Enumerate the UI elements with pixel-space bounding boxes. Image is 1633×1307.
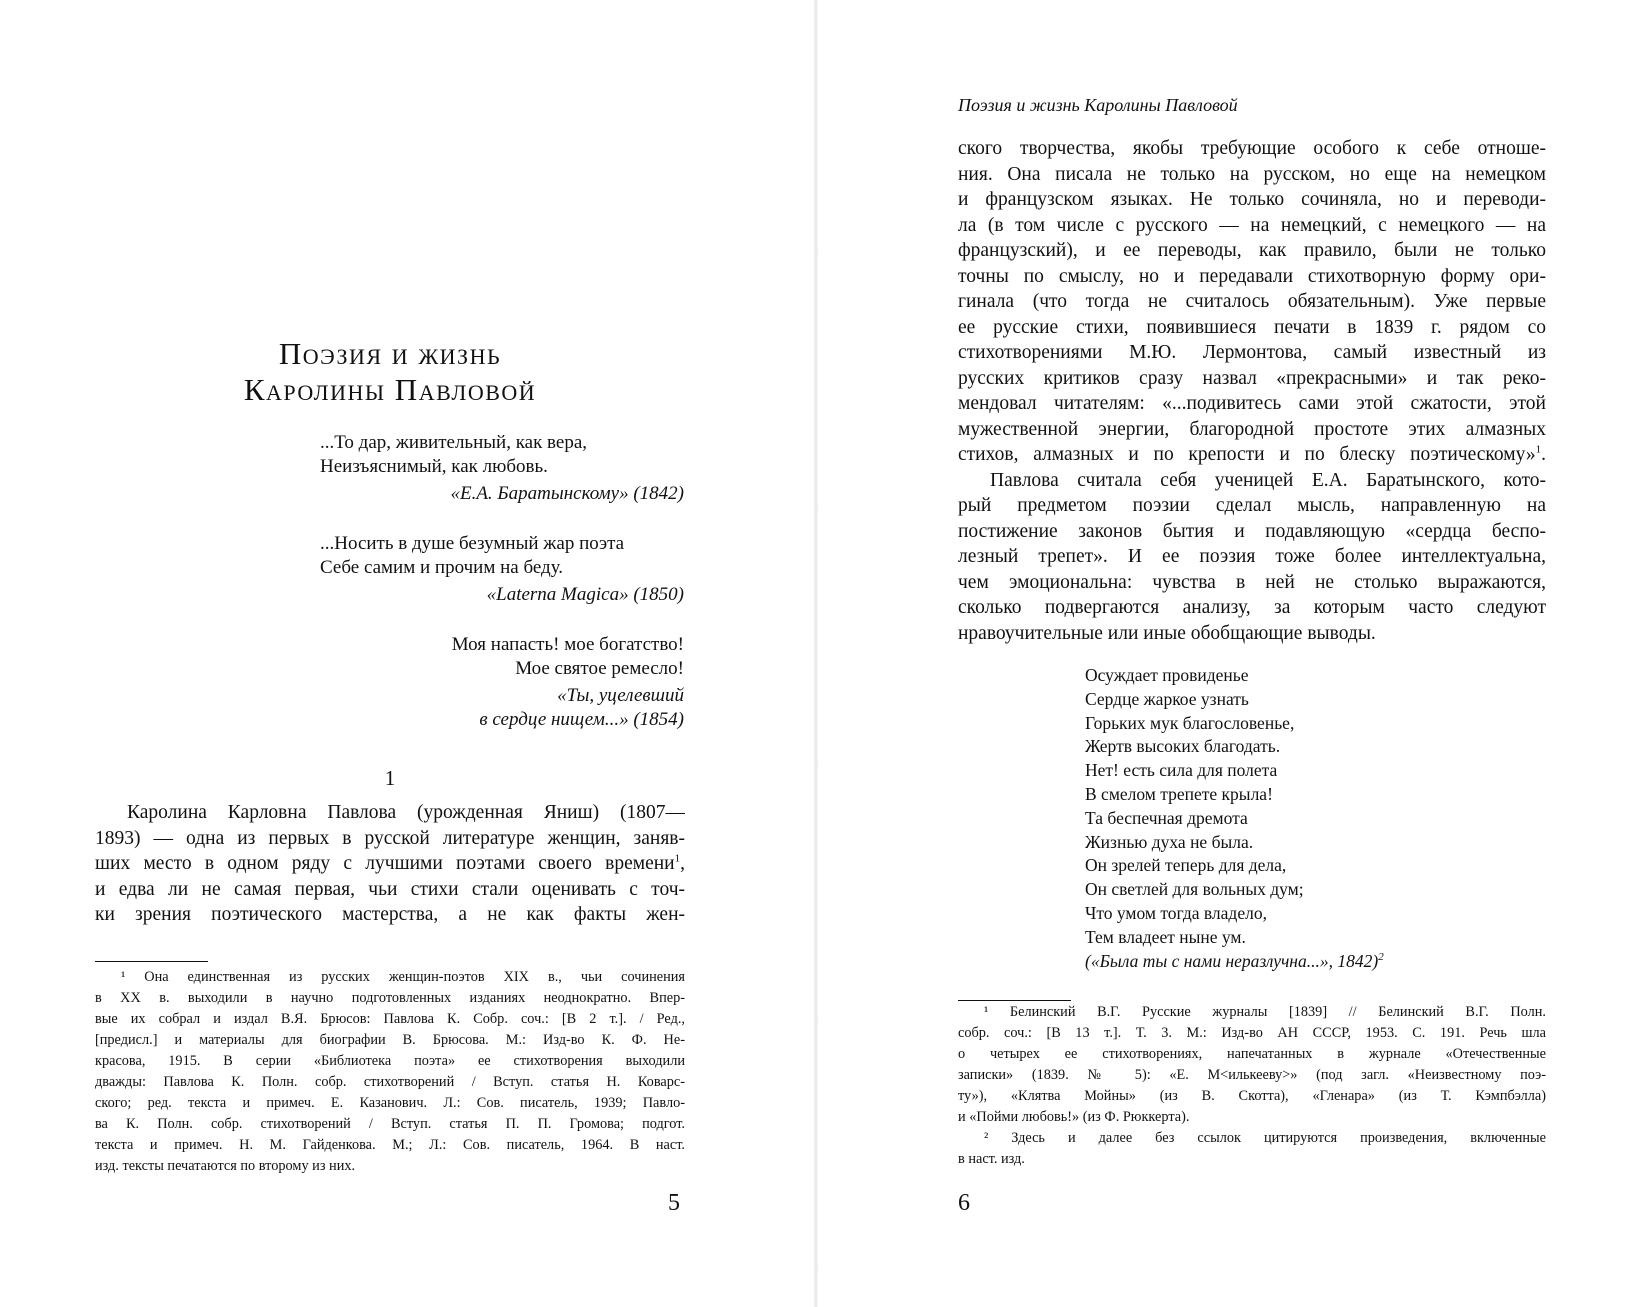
poem-line: Та беспечная дремота xyxy=(1085,807,1248,828)
footnote-line: дважды: Павлова К. Полн. собр. стихотворений / Вступ. статья Н. Коварс- xyxy=(95,1074,685,1090)
footnote-line: ва К. Полн. собр. стихотворений / Вступ. статья П. П. Громова; подгот. xyxy=(95,1116,685,1132)
poem-line: Нет! есть сила для полета xyxy=(1085,760,1278,781)
epigraph-line: Себе самим и прочим на беду. xyxy=(320,557,564,578)
body-line: 1893) — одна из первых в русской литературе женщин, заняв- xyxy=(95,827,685,849)
epigraph-source-line: «Laterna Magica» (1850) xyxy=(486,584,684,605)
body-line: и французском языках. Не только сочиняла, но и переводи- xyxy=(958,189,1546,210)
footnote-line: [предисл.] и материалы для биографии В. Брюсова. М.: Изд-во К. Ф. Не- xyxy=(95,1032,685,1048)
footnote-line: ¹ Белинский В.Г. Русские журналы [1839] // Белинский В.Г. Полн. xyxy=(984,1004,1546,1020)
footnote-rule-right xyxy=(958,1000,1071,1001)
body-line: ее русские стихи, появившиеся печати в 1839 г. рядом со xyxy=(958,316,1546,338)
body-line: гинала (что тогда не считалось обязательным). Уже первые xyxy=(958,291,1546,312)
footnote-line: вые их собрал и издал В.Я. Брюсов: Павлова К. Собр. соч.: [В 2 т.]. / Ред., xyxy=(95,1011,685,1027)
footnote-line: записки» (1839. № 5): «Е. М<илькееву>» (под загл. «Неизвестному поэ- xyxy=(958,1067,1546,1083)
poem-line: Горьких мук благословенье, xyxy=(1085,712,1295,733)
epigraph-line: Моя напасть! мое богатство! xyxy=(451,634,684,655)
body-line: точны по смыслу, но и передавали стихотворную форму ори- xyxy=(958,265,1546,287)
epigraph-line: ...Носить в душе безумный жар поэта xyxy=(320,533,625,554)
footnote-line: в наст. изд. xyxy=(958,1151,1025,1167)
poem-line: Жизнью духа не была. xyxy=(1085,831,1254,852)
body-line: ния. Она писала не только на русском, но еще на немецком xyxy=(958,163,1546,185)
poem-line: Сердце жаркое узнать xyxy=(1085,688,1249,709)
body-line: нравоучительные или иные обобщающие выводы. xyxy=(958,622,1376,644)
epigraph-line: Неизъяснимый, как любовь. xyxy=(320,456,548,477)
body-line-end: . xyxy=(1541,444,1546,465)
footnote-line: ского; ред. текста и примеч. Е. Казанович. Л.: Сов. писатель, 1939; Павло- xyxy=(95,1095,685,1111)
book-gutter xyxy=(814,0,818,1307)
chapter-title-line-2: Каролины Павловой xyxy=(243,372,537,407)
epigraph-source-line: «Ты, уцелевший xyxy=(557,685,684,706)
footnote-line: ту»), «Клятва Мойны» (из В. Скотта), «Гленара» (из Т. Кэмпбэлла) xyxy=(958,1088,1546,1104)
footnote-line: о четырех ее стихотворениях, напечатанных в журнале «Отечественные xyxy=(958,1046,1546,1062)
body-line: чем эмоциональна: чувства в ней не столько выражаются, xyxy=(958,571,1546,593)
poem-line: Он светлей для вольных дум; xyxy=(1085,879,1304,900)
body-text-right xyxy=(958,136,1546,646)
epigraph-2 xyxy=(320,532,684,607)
poem-line: Тем владеет ныне ум. xyxy=(1085,926,1246,947)
body-line: французский), и ее переводы, как правило, были не только xyxy=(958,240,1546,261)
chapter-title xyxy=(95,336,685,408)
footnote-ref: 1 xyxy=(674,852,681,865)
epigraph-source xyxy=(320,482,684,506)
body-line: и едва ли не самая первая, чьи стихи стали оценивать с точ- xyxy=(95,878,685,900)
epigraph-1 xyxy=(320,431,684,506)
epigraph-3 xyxy=(320,633,684,732)
body-line: ла (в том числе с русского — на немецкий, с немецкого — на xyxy=(958,214,1546,236)
running-head: Поэзия и жизнь Каролины Павловой xyxy=(958,95,1238,115)
poem-line: Осуждает провиденье xyxy=(1085,665,1249,685)
footnote-line: изд. тексты печатаются по второму из них. xyxy=(95,1158,356,1174)
epigraph-line: ...То дар, живительный, как вера, xyxy=(320,432,588,453)
body-line: Павлова считала себя ученицей Е.А. Баратынского, кото- xyxy=(990,469,1546,491)
body-line: русских критиков сразу назвал «прекрасными» и так реко- xyxy=(958,367,1546,389)
page-number-left: 5 xyxy=(668,1190,680,1216)
footnote-line: собр. соч.: [В 13 т.]. Т. 3. М.: Изд-во АН СССР, 1953. С. 191. Речь шла xyxy=(958,1025,1546,1041)
footnote-left xyxy=(95,967,685,1177)
body-line: Каролина Карловна Павлова (урожденная Яниш) (1807— xyxy=(127,802,685,823)
footnote-ref: 1 xyxy=(1535,443,1542,456)
poem-quote xyxy=(1085,664,1525,973)
poem-line: В смелом трепете крыла! xyxy=(1085,783,1273,804)
footnote-rule xyxy=(95,961,208,962)
footnote-line: ¹ Она единственная из русских женщин-поэтов XIX в., чьи сочинения xyxy=(121,969,685,985)
footnote-right xyxy=(958,1002,1546,1170)
chapter-title-line-1: Поэзия и жизнь xyxy=(278,336,502,371)
epigraph-source xyxy=(320,684,684,732)
footnote-line: красова, 1915. В серии «Библиотека поэта» ее стихотворения выходили xyxy=(95,1053,685,1069)
epigraph-source xyxy=(320,583,684,607)
body-line: ки зрения поэтического мастерства, а не как факты жен- xyxy=(95,904,685,925)
body-line-text: стихов, алмазных и по крепости и по блеску поэтическому» xyxy=(958,444,1536,465)
poem-line: Что умом тогда владело, xyxy=(1085,902,1267,923)
footnote-line: в XX в. выходили в научно подготовленных изданиях неоднократно. Впер- xyxy=(95,990,685,1006)
poem-line: Он зрелей теперь для дела, xyxy=(1085,855,1287,876)
body-line-text: ших место в одном ряду с лучшими поэтами своего времени xyxy=(95,853,675,874)
body-line: ших место в одном ряду с лучшими поэтами своего времени$^1$, xyxy=(95,852,685,874)
body-line xyxy=(958,442,1546,468)
footnote-line: ² Здесь и далее без ссылок цитируются произведения, включенные xyxy=(984,1130,1546,1146)
poem-source-text: («Была ты с нами неразлучна...», 1842) xyxy=(1085,950,1379,971)
footnote-ref: 2 xyxy=(1378,950,1384,963)
body-line: сколько подвергаются анализу, за которым часто следуют xyxy=(958,597,1546,618)
body-line: стихотворениями М.Ю. Лермонтова, самый известный из xyxy=(958,342,1546,363)
left-page xyxy=(0,0,815,1307)
body-line: лезный трепет». И ее поэзия тоже более интеллектуальна, xyxy=(958,546,1546,567)
epigraph-source-line: в сердце нищем...» (1854) xyxy=(479,709,684,730)
body-line: мендовал читателям: «...подивитесь сами этой сжатости, этой xyxy=(958,393,1546,414)
body-line: ского творчества, якобы требующие особого к себе отноше- xyxy=(958,138,1546,159)
footnote-line: и «Пойми любовь!» (из Ф. Рюккерта). xyxy=(958,1109,1190,1125)
section-number: 1 xyxy=(384,766,396,790)
poem-source xyxy=(1085,950,1525,974)
body-line: постижение законов бытия и подавляющую «сердца беспо- xyxy=(958,520,1546,542)
body-line: мужественной энергии, благородной простоте этих алмазных xyxy=(958,418,1546,440)
epigraphs xyxy=(320,431,684,752)
body-line: рый предметом поэзии сделал мысль, направленную на xyxy=(958,495,1546,516)
body-text-left xyxy=(95,800,685,928)
epigraph-source-line: «Е.А. Баратынскому» (1842) xyxy=(450,483,684,504)
page-number-right: 6 xyxy=(958,1190,970,1216)
footnote-line: текста и примеч. Н. М. Гайденкова. М.; Л.: Сов. писатель, 1964. В наст. xyxy=(95,1137,685,1153)
poem-line: Жертв высоких благодать. xyxy=(1085,736,1281,757)
epigraph-line: Мое святое ремесло! xyxy=(515,658,684,679)
